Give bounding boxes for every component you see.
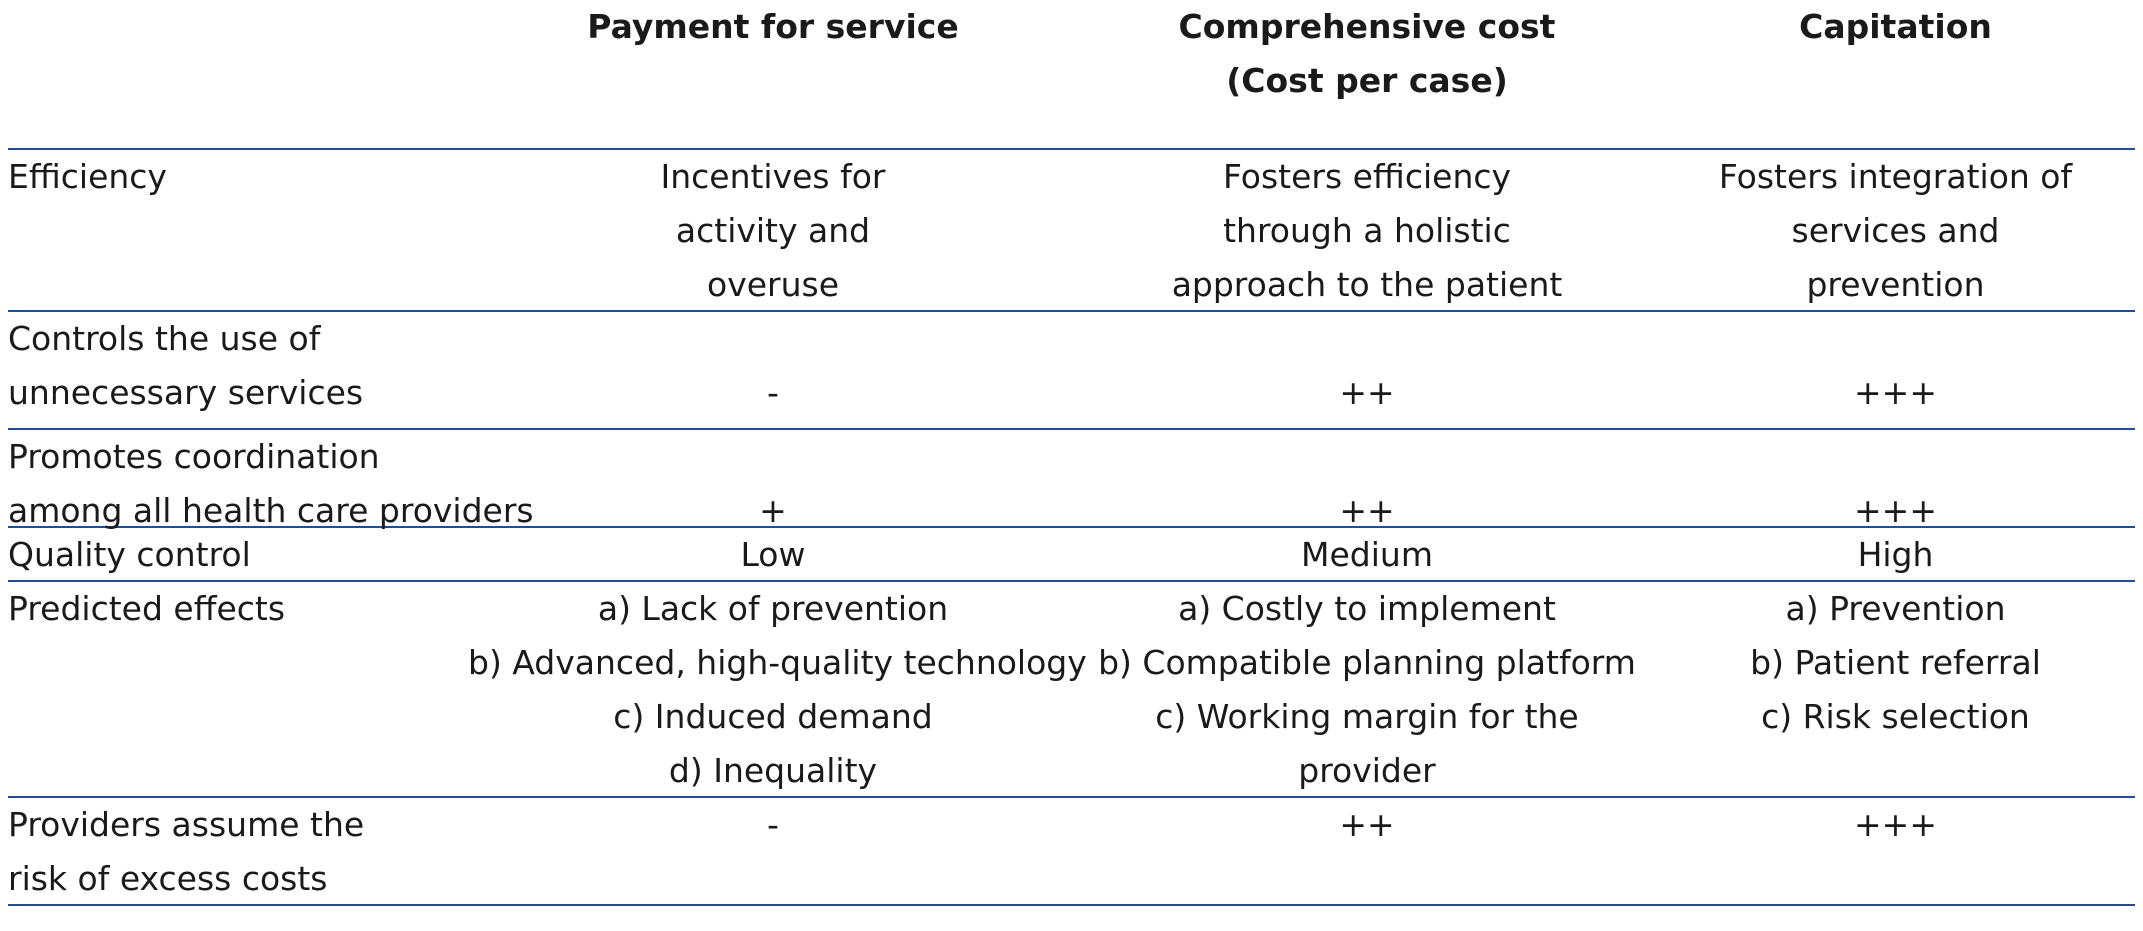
cell-line: ++ <box>1339 373 1395 412</box>
cell-line: prevention <box>1806 265 1985 304</box>
cell-line: a) Costly to implement <box>1178 589 1556 628</box>
row-label <box>8 798 468 904</box>
cell-line: Low <box>740 535 806 574</box>
payment-for-service-cell <box>468 430 1078 530</box>
row-label <box>8 528 468 580</box>
cell-line: activity and <box>675 211 871 250</box>
capitation-cell <box>1656 582 2135 796</box>
cell-line: +++ <box>1854 491 1937 530</box>
cell-line: ++ <box>1339 805 1395 844</box>
cell-line: c) Induced demand <box>613 697 933 736</box>
header-empty-cell <box>8 0 468 148</box>
comprehensive-cost-cell <box>1078 582 1656 796</box>
comprehensive-cost-cell <box>1078 312 1656 428</box>
table-row <box>8 430 2135 528</box>
row-label <box>8 582 468 796</box>
capitation-cell <box>1656 312 2135 428</box>
payment-for-service-cell <box>468 312 1078 428</box>
table-header-row <box>8 0 2135 150</box>
cell-line: ++ <box>1339 491 1395 530</box>
cell-line: c) Risk selection <box>1761 697 2030 736</box>
payment-for-service-cell <box>468 528 1078 580</box>
capitation-cell <box>1656 430 2135 530</box>
row-label-line: Predicted effects <box>8 589 286 628</box>
table-row <box>8 150 2135 312</box>
comprehensive-cost-cell <box>1078 150 1656 310</box>
header-line: (Cost per case) <box>1226 61 1508 100</box>
cell-line: High <box>1857 535 1934 574</box>
cell-line: Fosters integration of <box>1718 157 2073 196</box>
capitation-cell <box>1656 528 2135 580</box>
cell-line: a) Prevention <box>1785 589 2006 628</box>
comprehensive-cost-cell <box>1078 430 1656 530</box>
cell-line: b) Patient referral <box>1750 643 2041 682</box>
row-label <box>8 312 468 428</box>
payment-for-service-cell <box>468 798 1078 904</box>
cell-line: + <box>759 491 787 530</box>
row-label-line: among all health care providers <box>8 491 534 530</box>
table-row <box>8 582 2135 798</box>
header-line: Comprehensive cost <box>1178 7 1556 46</box>
cell-line: a) Lack of prevention <box>597 589 949 628</box>
capitation-cell <box>1656 150 2135 310</box>
cell-line: Fosters efficiency <box>1222 157 1512 196</box>
cell-line: Medium <box>1301 535 1433 574</box>
comprehensive-cost-cell <box>1078 798 1656 904</box>
row-label-line: unnecessary services <box>8 373 364 412</box>
row-label-line: Providers assume the <box>8 805 365 844</box>
table-row <box>8 312 2135 430</box>
cell-line: Incentives for <box>660 157 886 196</box>
cell-line: approach to the patient <box>1171 265 1563 304</box>
table-row <box>8 528 2135 582</box>
comparison-table <box>8 0 2135 906</box>
cell-line: c) Working margin for the <box>1155 697 1579 736</box>
cell-line: services and <box>1791 211 2000 250</box>
header-payment-for-service <box>468 0 1078 148</box>
cell-line: b) Compatible planning platform <box>1098 643 1636 682</box>
row-label-line: risk of excess costs <box>8 859 328 898</box>
table-row <box>8 798 2135 906</box>
header-line: Payment for service <box>587 7 959 46</box>
row-label <box>8 430 534 530</box>
comprehensive-cost-cell <box>1078 528 1656 580</box>
cell-line: d) Inequality <box>668 751 878 790</box>
row-label-line: Promotes coordination <box>8 437 380 476</box>
header-line: Capitation <box>1799 7 1992 46</box>
capitation-cell <box>1656 798 2135 904</box>
header-comprehensive-cost <box>1078 0 1656 148</box>
row-label-line: Controls the use of <box>8 319 321 358</box>
cell-line: provider <box>1298 751 1436 790</box>
cell-line: +++ <box>1854 805 1937 844</box>
cell-line: - <box>767 805 779 844</box>
payment-for-service-cell <box>468 150 1078 310</box>
cell-line: b) Advanced, high-quality technology <box>468 643 1087 682</box>
header-capitation <box>1656 0 2135 148</box>
row-label-line: Quality control <box>8 535 251 574</box>
cell-line: - <box>767 373 779 412</box>
cell-line: +++ <box>1854 373 1937 412</box>
cell-line: overuse <box>707 265 839 304</box>
payment-for-service-cell <box>468 582 1087 796</box>
row-label <box>8 150 468 310</box>
row-label-line: Efficiency <box>8 157 167 196</box>
cell-line: through a holistic <box>1223 211 1511 250</box>
